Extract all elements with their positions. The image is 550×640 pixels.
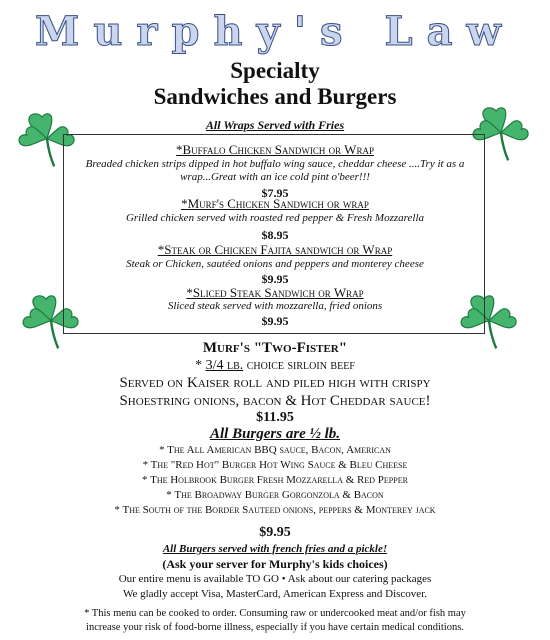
item-name: *Steak or Chicken Fajita sandwich or Wrap <box>157 242 393 257</box>
item-price: $7.95 <box>261 186 289 200</box>
menu-subtitle-2: Sandwiches and Burgers <box>153 84 397 109</box>
burger-price: $9.95 <box>259 525 291 540</box>
kids-note: (Ask your server for Murphy's kids choices) <box>162 557 388 571</box>
two-fister-subtitle <box>0 358 550 374</box>
item-desc: Grilled chicken served with roasted red pepper & Fresh Mozzarella <box>125 212 425 224</box>
disclaimer-line: * This menu can be cooked to order. Consuming raw or undercooked meat and/or fish may <box>84 608 466 619</box>
two-fister-price: $11.95 <box>256 410 294 425</box>
item-name: *Sliced Steak Sandwich or Wrap <box>186 285 364 300</box>
two-fister-weight: 3/4 lb. <box>205 358 244 373</box>
restaurant-title: Murphy's Law <box>35 8 515 55</box>
to-go-note: Our entire menu is available TO GO • Ask about our catering packages <box>118 573 432 585</box>
two-fister-line: Served on Kaiser roll and piled high with crispy <box>119 375 431 391</box>
two-fister-description <box>0 374 550 410</box>
disclaimer-line: increase your risk of food-borne illness, especially if you have certain medical conditions. <box>86 622 464 633</box>
item-price: $9.95 <box>261 272 289 286</box>
burger-note: All Burgers served with french fries and a pickle! <box>162 543 388 555</box>
two-fister-sub-rest: choice sirloin beef <box>243 358 355 373</box>
payment-note: We gladly accept Visa, MasterCard, American Express and Discover. <box>122 588 427 600</box>
burger-item: * The "Red Hot" Burger Hot Wing Sauce & Bleu Cheese <box>142 459 408 471</box>
two-fister-title: Murf's "Two-Fister" <box>202 340 348 356</box>
item-desc: Breaded chicken strips dipped in hot buffalo wing sauce, cheddar cheese ....Try it as a <box>85 158 465 170</box>
burger-item: * The Broadway Burger Gorgonzola & Bacon <box>166 489 384 501</box>
menu-subtitle-1: Specialty <box>230 58 320 83</box>
item-desc: Sliced steak served with mozzarella, fried onions <box>167 300 383 312</box>
item-desc: wrap...Great with an ice cold pint o'beer!!! <box>180 171 370 183</box>
burger-item: * The All American BBQ sauce, Bacon, American <box>159 444 391 456</box>
item-name: *Murf's Chicken Sandwich or wrap <box>181 196 369 211</box>
item-desc: Steak or Chicken, sautéed onions and peppers and monterey cheese <box>126 258 424 270</box>
wraps-note: All Wraps Served with Fries <box>205 118 345 132</box>
item-price: $8.95 <box>261 228 289 242</box>
item-name: *Buffalo Chicken Sandwich or Wrap <box>176 142 374 157</box>
two-fister-sub-prefix: * <box>195 358 206 373</box>
item-price: $9.95 <box>261 314 289 328</box>
burgers-heading: All Burgers are ½ lb. <box>209 426 341 442</box>
burger-item: * The Holbrook Burger Fresh Mozzarella & Red Pepper <box>142 474 408 486</box>
two-fister-line: Shoestring onions, bacon & Hot Cheddar sauce! <box>119 393 431 409</box>
burger-item: * The South of the Border Sauteed onions, peppers & Monterey jack <box>114 504 436 516</box>
